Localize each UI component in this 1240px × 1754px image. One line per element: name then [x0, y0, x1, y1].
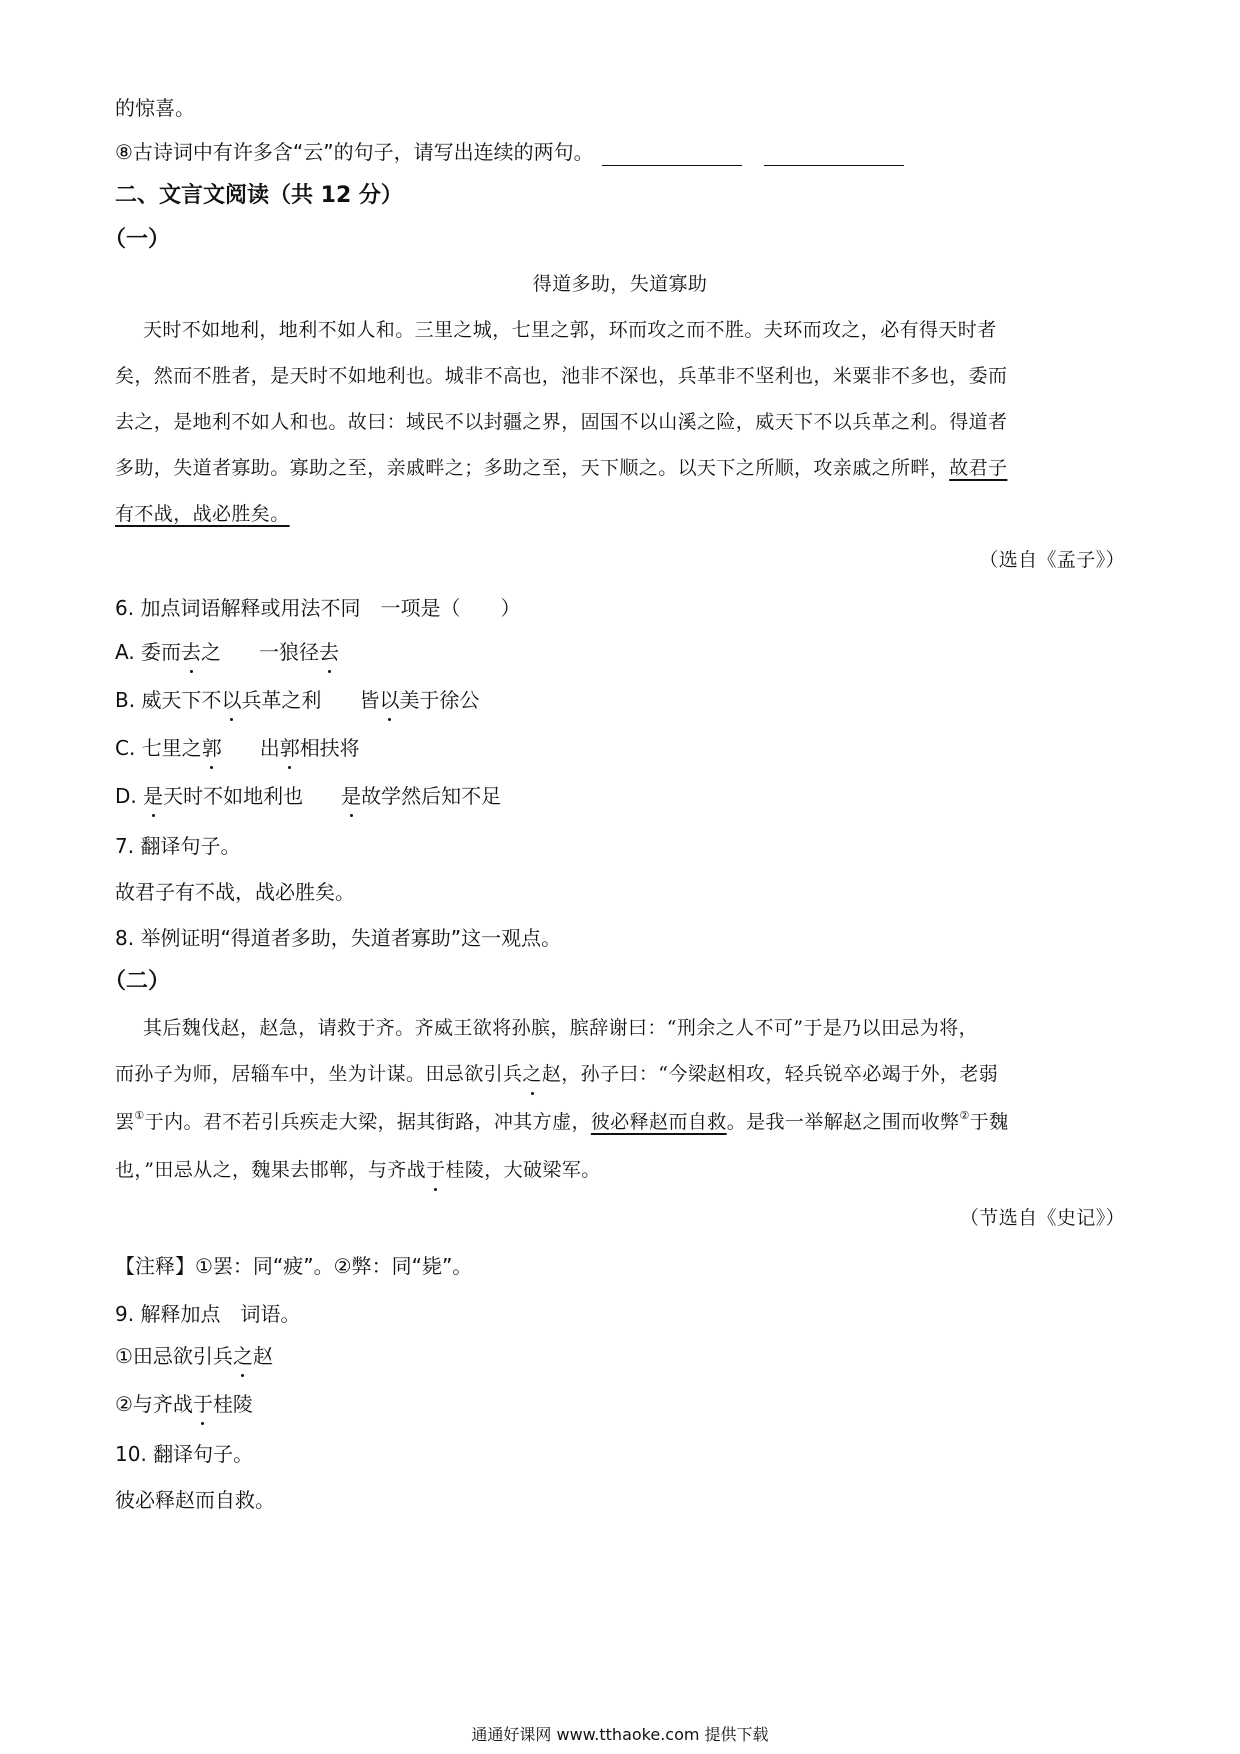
passage-title: 得道多助，失道寡助 — [532, 273, 708, 295]
passage-line: 而孙子为师，居辎车中，坐为计谋。田忌欲引兵之赵，孙子曰：“今梁赵相攻，轻兵锐卒必竭于外，老弱 — [115, 1060, 998, 1088]
question-10-stem: 10. 翻译句子。 — [115, 1442, 254, 1466]
option-text: 威天下不以兵革之利 — [141, 688, 322, 712]
footnote-marker: ① — [134, 1109, 145, 1122]
answer-blank-1[interactable] — [602, 145, 742, 166]
option-text: 出郭相扶将 — [259, 736, 360, 760]
passage-line: 天时不如地利，地利不如人和。三里之城，七里之郭，环而攻之而不胜。夫环而攻之，必有得天时者 — [143, 319, 997, 341]
section-title: 二、文言文阅读（共 12 分） — [115, 183, 403, 208]
question-9-stem: 9. 解释加点 词语。 — [115, 1302, 301, 1326]
part-label: （二） — [104, 969, 171, 994]
dotted-char: 之 — [522, 1060, 541, 1088]
page-footer: 通通好课网 www.tthaoke.com 提供下载 — [471, 1725, 769, 1744]
passage-text: 多助，失道者寡助。寡助之至，亲戚畔之；多助之至，天下顺之。以天下之所顺，攻亲戚之所畔， — [115, 457, 950, 479]
underlined-sentence: 故君子 — [949, 457, 1008, 479]
question-10-sentence: 彼必释赵而自救。 — [115, 1488, 275, 1512]
option-d[interactable] — [115, 782, 501, 810]
dotted-char: 以 — [379, 688, 400, 712]
option-b[interactable] — [115, 686, 479, 714]
underlined-sentence: 有不战，战必胜矣。 — [115, 503, 290, 525]
dotted-char: 郭 — [201, 736, 222, 760]
option-a[interactable] — [115, 638, 339, 666]
question-6-stem: 6. 加点词语解释或用法不同 一项是（ ） — [115, 596, 521, 620]
dotted-char: 之 — [232, 1344, 253, 1368]
dotted-char: 于 — [426, 1156, 445, 1184]
question-7-stem: 7. 翻译句子。 — [115, 834, 241, 858]
part-label: （一） — [104, 227, 171, 252]
passage-line: 去之，是地利不如人和也。故曰：域民不以封疆之界，固国不以山溪之险，威天下不以兵革之利。得道者 — [115, 411, 1008, 433]
option-text: 一狼径去 — [259, 640, 340, 664]
dotted-char: 去 — [319, 640, 340, 664]
underlined-sentence: 彼必释赵而自救 — [590, 1111, 727, 1133]
option-label: B. — [115, 688, 136, 712]
passage-line: 其后魏伐赵，赵急，请救于齐。齐威王欲将孙膑，膑辞谢曰：“刑余之人不可”于是乃以田忌为将， — [143, 1017, 979, 1039]
footnote-marker: ② — [959, 1109, 970, 1122]
question-8-poetry — [115, 138, 904, 166]
passage-line: 也，”田忌从之，魏果去邯郸，与齐战于桂陵，大破梁军。 — [115, 1156, 601, 1184]
question-8-stem: 8. 举例证明“得道者多助，失道者寡助”这一观点。 — [115, 926, 562, 950]
passage-line: 罢①于内。君不若引兵疾走大梁，据其街路，冲其方虚，彼必释赵而自救。是我一举解赵之围而收弊②于魏 — [115, 1109, 1009, 1133]
text-line: 的惊喜。 — [115, 96, 195, 120]
option-text: 皆以美于徐公 — [359, 688, 480, 712]
source-note: （选自《孟子》） — [979, 549, 1125, 571]
dotted-char: 于 — [192, 1392, 213, 1416]
source-note: （节选自《史记》） — [959, 1207, 1125, 1229]
option-label: C. — [115, 736, 136, 760]
option-text: 是天时不如地利也 — [143, 784, 304, 808]
option-label: D. — [115, 784, 137, 808]
question-9-item-2: ②与齐战于桂陵 — [115, 1392, 253, 1416]
option-c[interactable] — [115, 734, 360, 762]
option-label: A. — [115, 640, 135, 664]
dotted-char: 是 — [143, 784, 164, 808]
question-text: ⑧古诗词中有许多含“云”的句子，请写出连续的两句。 — [115, 140, 594, 164]
answer-blank-2[interactable] — [764, 145, 904, 166]
option-text: 是故学然后知不足 — [341, 784, 502, 808]
dotted-char: 是 — [341, 784, 362, 808]
question-7-sentence: 故君子有不战，战必胜矣。 — [115, 880, 355, 904]
annotation: 【注释】①罢：同“疲”。②弊：同“毙”。 — [115, 1254, 473, 1278]
passage-line — [115, 454, 1007, 482]
option-text: 七里之郭 — [141, 736, 222, 760]
passage-line: 矣，然而不胜者，是天时不如地利也。城非不高也，池非不深也，兵革非不坚利也，米粟非不多也，委而 — [115, 365, 1008, 387]
dotted-char: 以 — [221, 688, 242, 712]
dotted-char: 去 — [181, 640, 202, 664]
dotted-char: 郭 — [279, 736, 300, 760]
question-9-item-1: ①田忌欲引兵之赵 — [115, 1344, 273, 1368]
option-text: 委而去之 — [141, 640, 222, 664]
